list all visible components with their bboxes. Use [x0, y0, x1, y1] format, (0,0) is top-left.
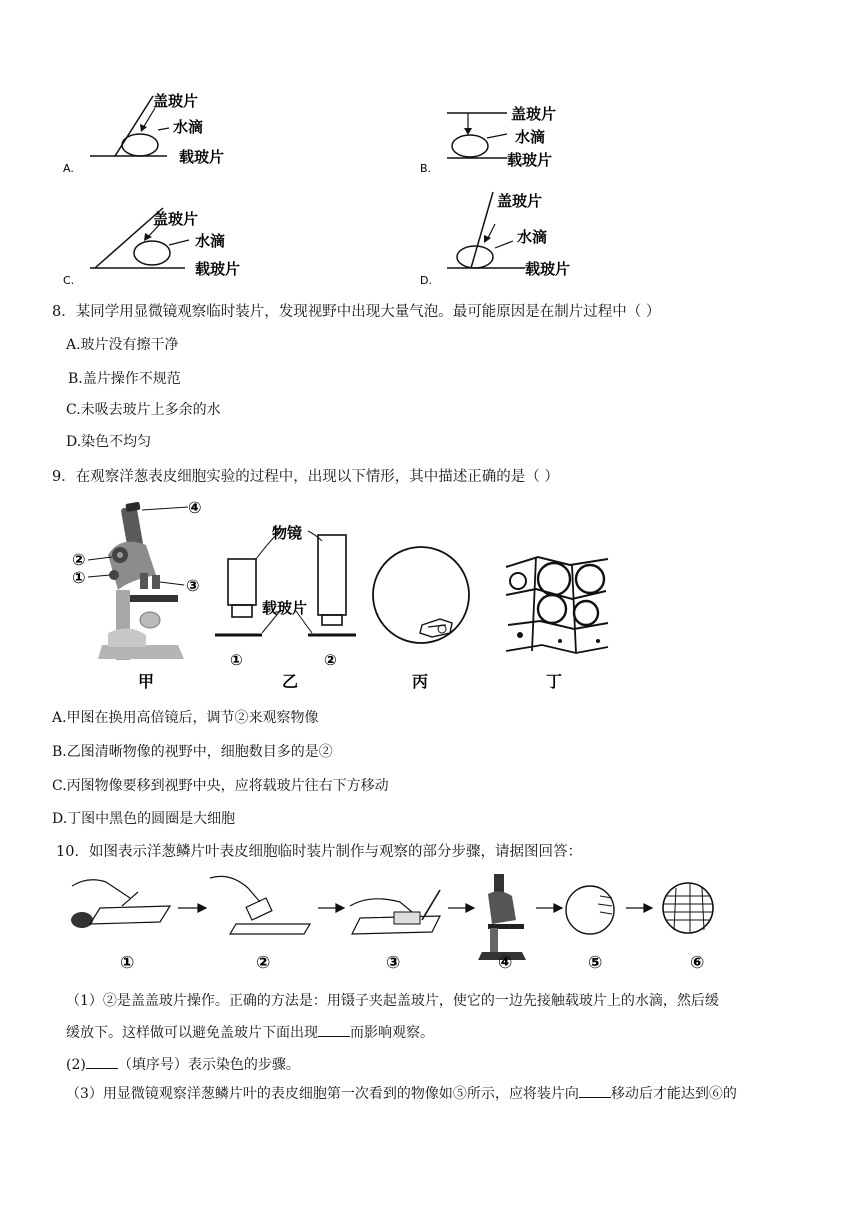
q10-sub1-blank: [318, 1022, 350, 1037]
q10-sub3: [66, 1083, 737, 1103]
step-number-4: ④: [498, 953, 513, 973]
q10-sub1-text-pre: 缓放下。这样做可以避免盖玻片下面出现: [66, 1025, 318, 1041]
arrow-4: [536, 904, 562, 912]
q10-sub2-blank: [86, 1054, 118, 1069]
arrow-1: [178, 904, 206, 912]
q9-figure: [60, 495, 620, 695]
q10-sub3-text-pre: （3）用显微镜观察洋葱鳞片叶的表皮细胞第一次看到的物像如⑤所示，应将装片向: [66, 1086, 579, 1102]
microscope-marker-1: ①: [72, 568, 86, 587]
q7a-water-label: 水滴: [173, 118, 204, 136]
caption-jia: 甲: [138, 672, 155, 691]
q7-option-b-diagram: [420, 105, 556, 175]
arrow-3: [448, 904, 474, 912]
caption-ding: 丁: [546, 672, 563, 691]
step-number-6: ⑥: [690, 953, 705, 973]
q10-sub3-blank: [579, 1083, 611, 1098]
q10-sub1-text-post: 而影响观察。: [350, 1025, 434, 1041]
q7c-option-letter: C.: [63, 274, 75, 287]
q7c-slide-label: 载玻片: [195, 260, 241, 278]
q7-option-a-diagram: [63, 92, 224, 175]
step-number-5: ⑤: [588, 953, 603, 973]
q7d-option-letter: D.: [420, 274, 432, 287]
q7d-water-label: 水滴: [517, 228, 548, 246]
q7c-water-label: 水滴: [195, 232, 226, 250]
q7-figure: [55, 88, 615, 288]
q9-option-d: D.丁图中黑色的圆圈是大细胞: [52, 811, 236, 827]
q7b-option-letter: B.: [420, 162, 432, 175]
q7d-cover-label: 盖玻片: [497, 192, 543, 210]
step-5-field-of-view: [566, 886, 614, 934]
step-4-microscope: [478, 874, 526, 960]
microscope-marker-2: ②: [72, 550, 86, 569]
q7a-option-letter: A.: [63, 162, 74, 175]
step-6-field-of-view: [663, 883, 713, 933]
q10-sub2-text-post: （填序号）表示染色的步骤。: [117, 1057, 300, 1073]
step-3-illustration: [350, 890, 440, 934]
field-of-view-ding: [502, 551, 610, 655]
microscope-marker-4: ④: [188, 498, 202, 517]
q9-option-b: B.乙图清晰物像的视野中，细胞数目多的是②: [52, 744, 333, 760]
arrow-2: [318, 904, 344, 912]
q10-sub2: [66, 1054, 300, 1074]
q7a-cover-label: 盖玻片: [153, 92, 199, 110]
q10-steps-figure: [60, 868, 740, 978]
q8-option-a: A.玻片没有擦干净: [66, 337, 179, 353]
microscope-marker-3: ③: [186, 576, 200, 595]
step-1-illustration: [71, 880, 170, 928]
q9-stem: 9．在观察洋葱表皮细胞实验的过程中，出现以下情形，其中描述正确的是（ ）: [52, 469, 559, 485]
field-of-view-bing: [373, 547, 469, 643]
q10-sub1-line1: （1）②是盖盖玻片操作。正确的方法是：用镊子夹起盖玻片，使它的一边先接触载玻片上的水滴，然后缓: [66, 993, 719, 1009]
q8-option-d: D.染色不均匀: [66, 434, 152, 450]
q9-option-a: A.甲图在换用高倍镜后，调节②来观察物像: [52, 710, 319, 726]
q8-stem: 8．某同学用显微镜观察临时装片，发现视野中出现大量气泡。最可能原因是在制片过程中（ ）: [52, 304, 661, 320]
step-number-1: ①: [120, 953, 135, 973]
step-2-illustration: [210, 876, 310, 934]
q10-sub2-text-pre: (2): [66, 1057, 86, 1073]
objective-comparison-diagram: [215, 531, 356, 635]
q10-sub1-line2: [66, 1022, 434, 1042]
step-number-3: ③: [386, 953, 401, 973]
yi-marker-1: ①: [230, 651, 243, 669]
caption-yi: 乙: [282, 672, 299, 691]
arrow-5: [626, 904, 652, 912]
slide-label: 载玻片: [262, 599, 308, 617]
q7d-slide-label: 载玻片: [525, 260, 571, 278]
q7b-cover-label: 盖玻片: [511, 105, 557, 123]
q7-option-d-diagram: [420, 192, 570, 287]
objective-label: 物镜: [272, 524, 303, 542]
yi-marker-2: ②: [324, 651, 337, 669]
q7b-slide-label: 载玻片: [507, 151, 553, 169]
caption-bing: 丙: [412, 672, 429, 691]
q9-option-c: C.丙图物像要移到视野中央，应将载玻片往右下方移动: [52, 778, 389, 794]
q10-sub3-text-post: 移动后才能达到⑥的: [610, 1086, 737, 1102]
q7b-water-label: 水滴: [515, 128, 546, 146]
q8-option-b: B.盖片操作不规范: [68, 371, 181, 387]
q7a-slide-label: 载玻片: [179, 148, 225, 166]
microscope-illustration: [88, 502, 188, 660]
q7-option-c-diagram: [63, 208, 240, 287]
q7c-cover-label: 盖玻片: [153, 210, 199, 228]
q10-stem: 10．如图表示洋葱鳞片叶表皮细胞临时装片制作与观察的部分步骤，请据图回答：: [56, 844, 582, 860]
step-number-2: ②: [256, 953, 271, 973]
q8-option-c: C.未吸去玻片上多余的水: [66, 402, 221, 418]
